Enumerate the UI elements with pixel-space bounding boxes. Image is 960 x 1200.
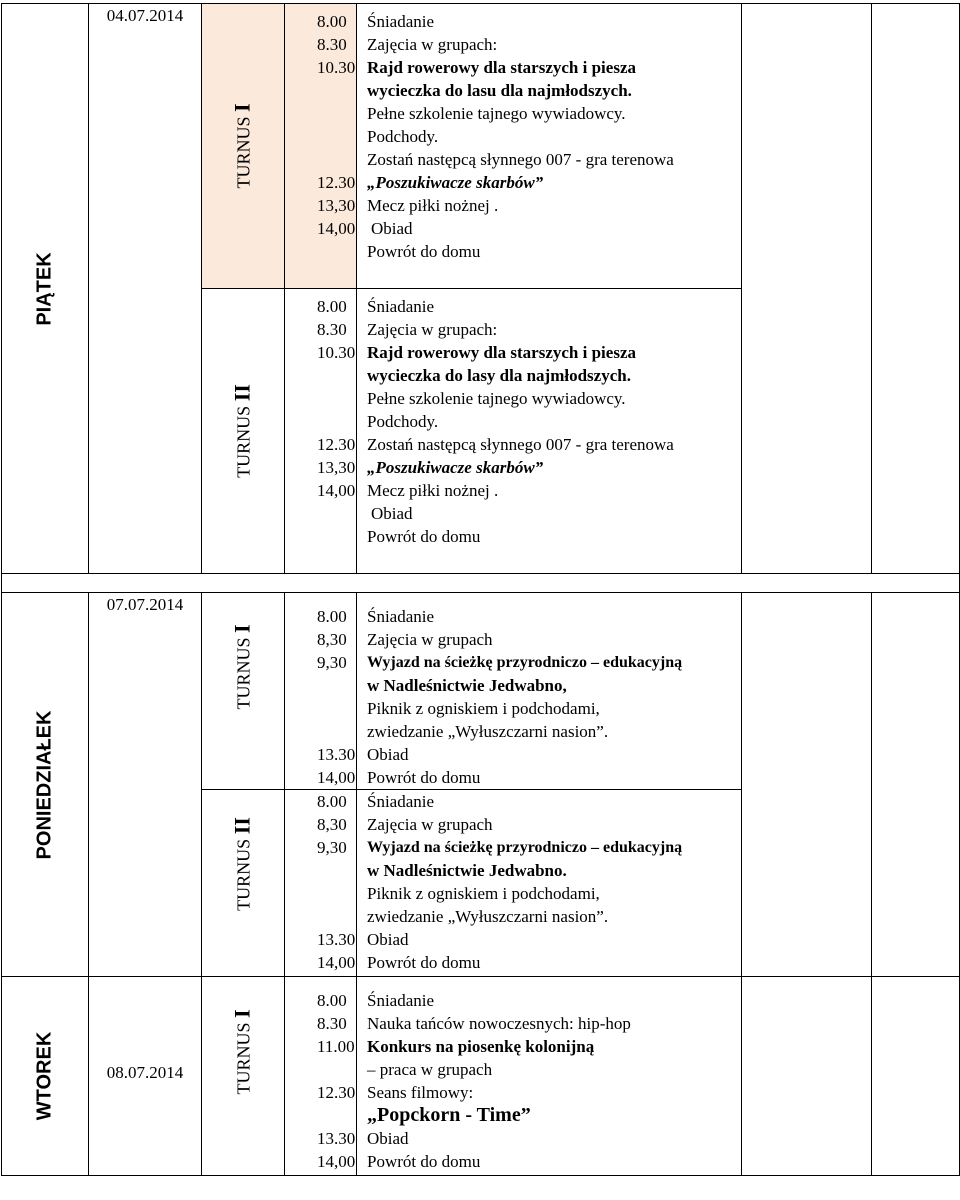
day-label: PONIEDZIAŁEK xyxy=(33,710,56,859)
turn-cell xyxy=(202,790,285,977)
empty-cell xyxy=(872,4,960,574)
time-text: 12.30 xyxy=(317,1083,356,1102)
activity-text: Powrót do domu xyxy=(367,242,481,261)
time-text xyxy=(317,410,356,433)
day-label: WTOREK xyxy=(33,1031,56,1121)
activity-text: Seans filmowy: xyxy=(367,1083,474,1102)
times-cell xyxy=(285,289,357,574)
time-text xyxy=(317,1058,356,1081)
time-text: 9,30 xyxy=(317,653,347,672)
activity-text: w Nadleśnictwie Jedwabno, xyxy=(367,676,567,695)
activity-text: – praca w grupach xyxy=(367,1060,493,1079)
time-text: 14,00 xyxy=(317,1152,356,1171)
activity-text: wycieczka do lasy dla najmłodszych. xyxy=(367,366,631,385)
turn-label: TURNUS II xyxy=(229,384,255,478)
activity-text: w Nadleśnictwie Jedwabno. xyxy=(367,861,567,880)
time-text: 8.30 xyxy=(317,320,347,339)
date-cell: 07.07.2014 xyxy=(89,593,202,977)
time-text: 8.00 xyxy=(317,607,347,626)
activity-text: Powrót do domu xyxy=(367,953,481,972)
schedule-row xyxy=(2,4,960,289)
activity-text: Śniadanie xyxy=(367,792,435,811)
time-text: 14,00 xyxy=(317,219,356,238)
time-text xyxy=(317,859,356,882)
activity-text: Konkurs na piosenkę kolonijną xyxy=(367,1037,595,1056)
time-text xyxy=(317,882,356,905)
activity-text: Obiad xyxy=(367,1129,409,1148)
turn-label: TURNUS I xyxy=(229,624,255,711)
date-cell: 08.07.2014 xyxy=(89,977,202,1176)
activities-cell xyxy=(357,289,742,574)
activity-text: „Popckorn - Time” xyxy=(367,1104,531,1126)
time-text xyxy=(317,125,356,148)
empty-cell xyxy=(742,593,872,977)
time-text: 8.00 xyxy=(317,297,347,316)
activity-text: Rajd rowerowy dla starszych i piesza xyxy=(367,58,636,77)
day-label: PIĄTEK xyxy=(33,251,56,326)
times-cell xyxy=(285,790,357,977)
activity-text: Powrót do domu xyxy=(367,527,481,546)
activity-text: Obiad xyxy=(371,504,413,523)
date-cell: 04.07.2014 xyxy=(89,4,202,574)
activity-text: Mecz piłki nożnej . xyxy=(367,196,499,215)
turn-label: TURNUS II xyxy=(229,817,255,912)
turn-label: TURNUS I xyxy=(229,103,255,189)
activity-text: Śniadanie xyxy=(367,297,435,316)
activity-text: Zostań następcą słynnego 007 - gra terenowa xyxy=(367,150,674,169)
activity-text: Śniadanie xyxy=(367,12,435,31)
time-text: 11.00 xyxy=(317,1037,355,1056)
activity-text: „Poszukiwacze skarbów” xyxy=(367,458,544,477)
turn-cell xyxy=(202,289,285,574)
time-text: 8.00 xyxy=(317,991,347,1010)
time-text: 8,30 xyxy=(317,815,347,834)
activity-text: wycieczka do lasu dla najmłodszych. xyxy=(367,81,632,100)
time-text xyxy=(317,102,356,125)
time-text: 13,30 xyxy=(317,196,356,215)
activity-text: Zostań następcą słynnego 007 - gra terenowa xyxy=(367,435,674,454)
activity-text: Zajęcia w grupach: xyxy=(367,320,498,339)
empty-cell xyxy=(872,593,960,977)
activity-text: Wyjazd na ścieżkę przyrodniczo – edukacyjną xyxy=(367,839,683,856)
activity-text: Pełne szkolenie tajnego wywiadowcy. xyxy=(367,389,626,408)
activity-text: Zajęcia w grupach xyxy=(367,630,493,649)
activity-text: zwiedzanie „Wyłuszczarni nasion”. xyxy=(367,722,609,741)
time-text: 8,30 xyxy=(317,630,347,649)
time-text: 13.30 xyxy=(317,930,356,949)
turn-label: TURNUS I xyxy=(229,1009,255,1095)
turn-cell xyxy=(202,977,285,1176)
section-gap xyxy=(2,574,960,593)
activity-text: Zajęcia w grupach: xyxy=(367,35,498,54)
activity-text: Piknik z ogniskiem i podchodami, xyxy=(367,884,600,903)
activities-cell xyxy=(357,593,742,790)
time-text: 8.00 xyxy=(317,12,347,31)
activity-text: Podchody. xyxy=(367,412,439,431)
activities-cell xyxy=(357,977,742,1176)
time-text xyxy=(317,364,356,387)
time-text: 13,30 xyxy=(317,458,356,477)
time-text: 10.30 xyxy=(317,58,356,77)
time-text xyxy=(317,148,356,171)
time-text: 8.30 xyxy=(317,35,347,54)
empty-cell xyxy=(742,4,872,574)
time-text: 13.30 xyxy=(317,1129,356,1148)
time-text: 14,00 xyxy=(317,481,356,500)
time-text xyxy=(317,674,356,697)
schedule-table xyxy=(1,3,960,1176)
time-text: 8.30 xyxy=(317,1014,347,1033)
turn-cell xyxy=(202,593,285,790)
activity-text: Wyjazd na ścieżkę przyrodniczo – edukacyjną xyxy=(367,654,683,671)
time-text: 9,30 xyxy=(317,838,347,857)
time-text: 14,00 xyxy=(317,768,356,787)
turn-cell xyxy=(202,4,285,289)
times-cell xyxy=(285,977,357,1176)
activity-text: Nauka tańców nowoczesnych: hip-hop xyxy=(367,1014,631,1033)
activity-text: „Poszukiwacze skarbów” xyxy=(367,173,544,192)
times-cell xyxy=(285,593,357,790)
schedule-row xyxy=(2,593,960,790)
day-cell xyxy=(2,593,89,977)
activity-text: Podchody. xyxy=(367,127,439,146)
activity-text: zwiedzanie „Wyłuszczarni nasion”. xyxy=(367,907,609,926)
activity-text: Rajd rowerowy dla starszych i piesza xyxy=(367,343,636,362)
time-text: 10.30 xyxy=(317,343,356,362)
time-text xyxy=(317,1104,356,1127)
activity-text: Pełne szkolenie tajnego wywiadowcy. xyxy=(367,104,626,123)
time-text xyxy=(317,905,356,928)
activity-text: Śniadanie xyxy=(367,991,435,1010)
activity-text: Powrót do domu xyxy=(367,768,481,787)
time-text xyxy=(317,720,356,743)
time-text: 12.30 xyxy=(317,435,356,454)
activity-text: Powrót do domu xyxy=(367,1152,481,1171)
time-text xyxy=(317,79,356,102)
time-text: 13.30 xyxy=(317,745,356,764)
day-cell xyxy=(2,4,89,574)
time-text: 12.30 xyxy=(317,173,356,192)
activity-text: Obiad xyxy=(367,745,409,764)
activity-text: Śniadanie xyxy=(367,607,435,626)
activity-text: Zajęcia w grupach xyxy=(367,815,493,834)
activity-text: Mecz piłki nożnej . xyxy=(367,481,499,500)
activity-text: Obiad xyxy=(367,930,409,949)
time-text: 8.00 xyxy=(317,792,347,811)
empty-cell xyxy=(742,977,872,1176)
activities-cell xyxy=(357,4,742,289)
times-cell xyxy=(285,4,357,289)
time-text xyxy=(317,697,356,720)
empty-cell xyxy=(872,977,960,1176)
activities-cell xyxy=(357,790,742,977)
activity-text: Piknik z ogniskiem i podchodami, xyxy=(367,699,600,718)
time-text: 14,00 xyxy=(317,953,356,972)
time-text xyxy=(317,387,356,410)
activity-text: Obiad xyxy=(371,219,413,238)
day-cell xyxy=(2,977,89,1176)
schedule-row xyxy=(2,977,960,1176)
